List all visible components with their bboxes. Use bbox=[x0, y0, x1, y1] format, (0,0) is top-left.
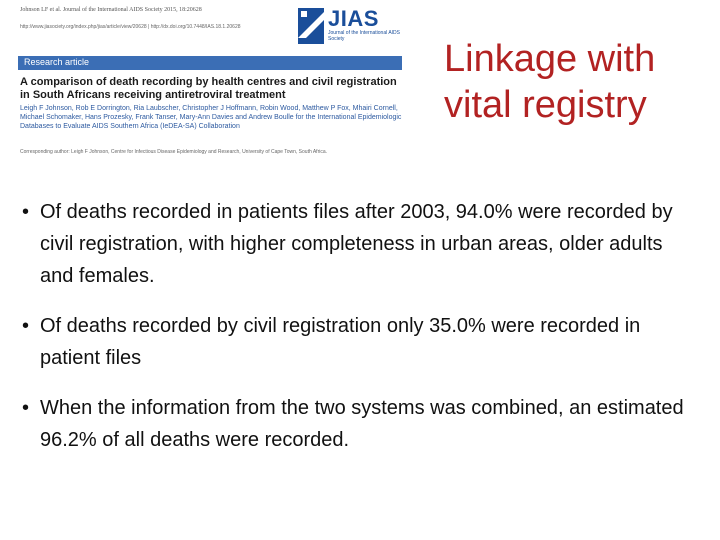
jias-logo-text: JIAS bbox=[328, 6, 379, 31]
bullet-item bbox=[22, 392, 686, 456]
bullet-text: Of deaths recorded by civil registration only 35.0% were recorded in patient files bbox=[40, 315, 641, 369]
section-banner bbox=[18, 56, 402, 70]
bullet-item bbox=[22, 196, 686, 292]
slide-title: Linkage with vital registry bbox=[444, 38, 656, 126]
article-authors: Leigh F Johnson, Rob E Dorrington, Ria Laubscher, Christopher J Hoffmann, Robin Wood, Matthew P Fox, Mhairi Cornell, Michael Schomaker, Hans Prozesky, Frank Tanser, Mary-Ann Davies and Andrew Boulle for the International Epidemiologic Databases to Evaluate AIDS Southern Africa (IeDEA-SA) Collaboration bbox=[20, 105, 402, 130]
bullet-list bbox=[22, 196, 686, 474]
corresponding-author: Corresponding author: Leigh F Johnson, Centre for Infectious Disease Epidemiology and Research, University of Cape Town, South Africa. bbox=[20, 149, 328, 155]
section-label: Research article bbox=[24, 57, 90, 67]
bullet-text: Of deaths recorded in patients files after 2003, 94.0% were recorded by civil registration, with higher completeness in urban areas, older adults and females. bbox=[40, 201, 673, 287]
article-url: http://www.jiasociety.org/index.php/jias/article/view/20628 | http://dx.doi.org/10.7448/IAS.18.1.20628 bbox=[20, 24, 241, 30]
jias-logo-icon bbox=[298, 8, 324, 44]
bullet-text: When the information from the two systems was combined, an estimated 96.2% of all deaths were recorded. bbox=[40, 397, 684, 451]
bullet-item bbox=[22, 310, 686, 374]
bullet-icon: • bbox=[22, 397, 30, 419]
jias-logo-subtitle: Journal of the International AIDS Society bbox=[328, 30, 400, 42]
bullet-icon: • bbox=[22, 201, 30, 223]
jias-logo bbox=[294, 6, 400, 50]
article-title: A comparison of death recording by health centres and civil registration in South Africans receiving antiretroviral treatment bbox=[20, 76, 397, 101]
bullet-icon: • bbox=[22, 315, 30, 337]
article-citation: Johnson LF et al. Journal of the International AIDS Society 2015, 18:20628 bbox=[20, 7, 202, 13]
article-image bbox=[14, 4, 402, 170]
